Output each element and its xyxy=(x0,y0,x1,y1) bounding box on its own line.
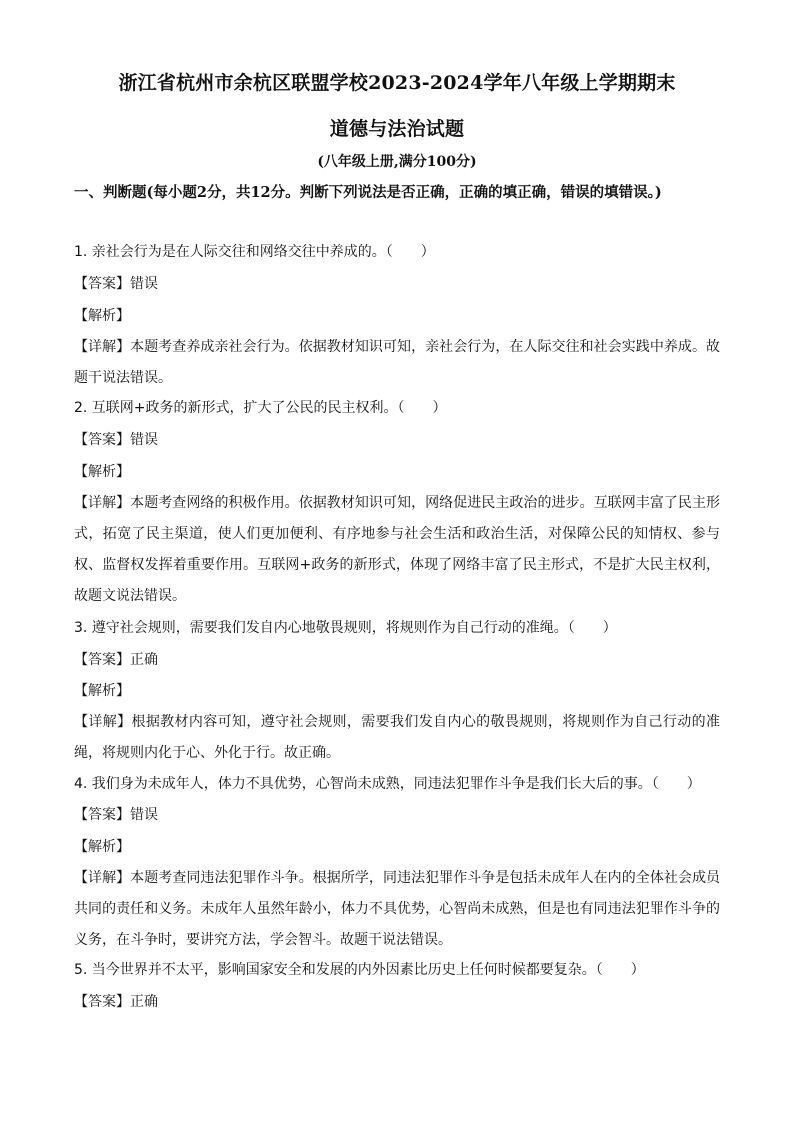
question-4: 4. 我们身为未成年人，体力不具优势，心智尚未成熟，同违法犯罪作斗争是我们长大后的事。（ ） xyxy=(74,776,701,792)
question-1: 1. 亲社会行为是在人际交往和网络交往中养成的。（ ） xyxy=(74,244,435,260)
question-2: 2. 互联网+政务的新形式，扩大了公民的民主权利。（ ） xyxy=(74,400,447,416)
detail-2: 【详解】本题考查网络的积极作用。依据教材知识可知，网络促进民主政治的进步。互联网丰富了民主形式，拓宽了民主渠道，使人们更加便利、有序地参与社会生活和政治生活，对保障公民的知情权、参与权、监督权发挥着重要作用。互联网+政务的新形式，体现了网络丰富了民主形式，不是扩大民主权利，故题文说法错误。 xyxy=(74,495,720,604)
answer-1: 【答案】错误 xyxy=(74,276,158,292)
document-title-line2: 道德与法治试题 xyxy=(329,118,465,140)
question-5: 5. 当今世界并不太平，影响国家安全和发展的内外因素比历史上任何时候都要复杂。（ ） xyxy=(74,962,645,978)
section-heading: 一、判断题(每小题2分，共12分。判断下列说法是否正确，正确的填正确，错误的填错误。) xyxy=(74,184,662,201)
analysis-label-4: 【解析】 xyxy=(74,839,130,855)
question-3: 3. 遵守社会规则，需要我们发自内心地敬畏规则，将规则作为自己行动的准绳。（ ） xyxy=(74,620,617,636)
answer-5: 【答案】正确 xyxy=(74,994,158,1010)
analysis-label-3: 【解析】 xyxy=(74,683,130,699)
detail-1: 【详解】本题考查养成亲社会行为。依据教材知识可知，亲社会行为，在人际交往和社会实践中养成。故题干说法错误。 xyxy=(74,339,720,386)
answer-4: 【答案】错误 xyxy=(74,807,158,823)
detail-3: 【详解】根据教材内容可知，遵守社会规则，需要我们发自内心的敬畏规则，将规则作为自己行动的准绳，将规则内化于心、外化于行。故正确。 xyxy=(74,714,720,761)
analysis-label-2: 【解析】 xyxy=(74,464,130,480)
analysis-label-1: 【解析】 xyxy=(74,308,130,324)
answer-3: 【答案】正确 xyxy=(74,652,158,668)
detail-4: 【详解】本题考查同违法犯罪作斗争。根据所学，同违法犯罪作斗争是包括未成年人在内的全体社会成员共同的责任和义务。未成年人虽然年龄小，体力不具优势，心智尚未成熟，但是也有同违法犯罪作斗争的义务，在斗争时，要讲究方法，学会智斗。故题干说法错误。 xyxy=(74,870,720,948)
answer-2: 【答案】错误 xyxy=(74,432,158,448)
document-title-line1: 浙江省杭州市余杭区联盟学校2023-2024学年八年级上学期期末 xyxy=(118,72,676,94)
document-subtitle: (八年级上册,满分100分) xyxy=(317,154,477,170)
